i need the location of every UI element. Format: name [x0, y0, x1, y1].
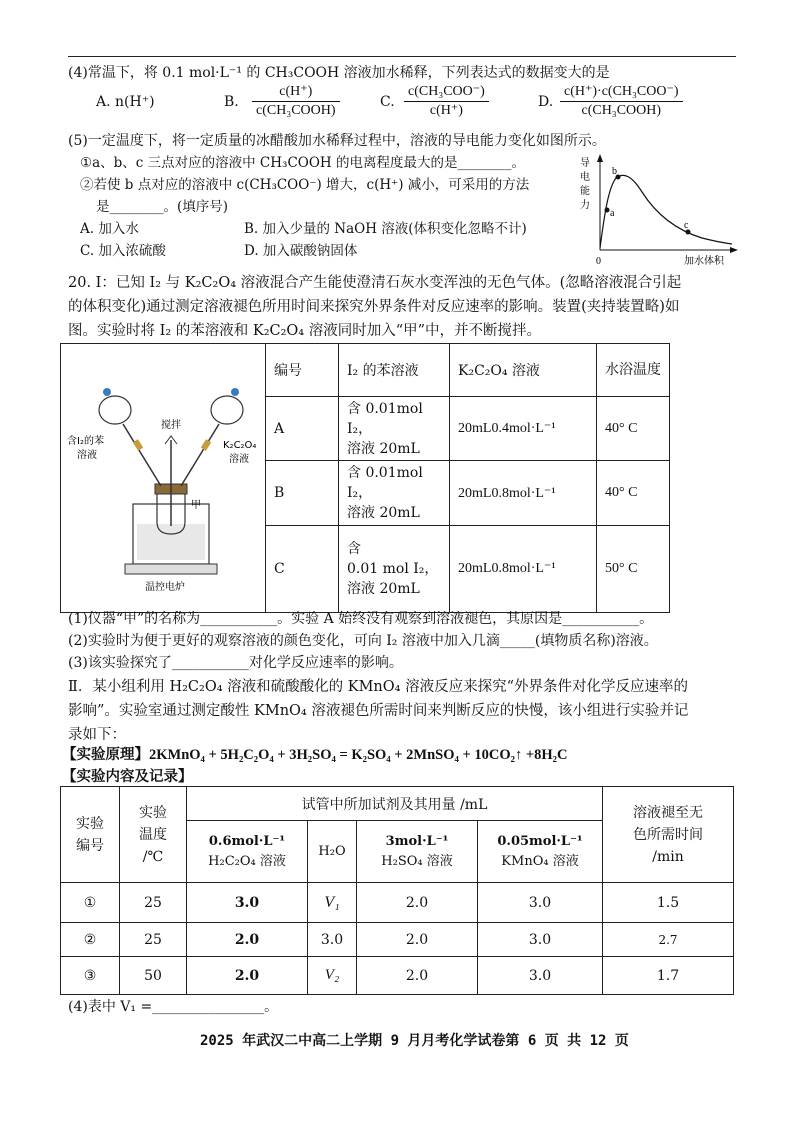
t2-row2-temp: 25 — [120, 923, 187, 957]
q4-d-denominator: c(CH₃COOH) — [581, 103, 662, 118]
q20-part2: (2)实验时为便于更好的观察溶液的颜色变化，可向 I₂ 溶液中加入几滴_____(填物质名称)溶液。 — [68, 633, 658, 649]
q4-stem: (4)常温下，将 0.1 mol·L⁻¹ 的 CH₃COOH 溶液加水稀释，下列表达式的数据变大的是 — [68, 65, 610, 81]
q4-option-b — [252, 83, 340, 120]
record-label: 【实验内容及记录】 — [62, 768, 193, 785]
t2-row1-h2o: V₁ — [308, 883, 357, 923]
t2-sub-h2c2o4 — [187, 821, 308, 883]
t1-row-c-i2 — [339, 525, 450, 612]
right-funnel-stopper — [231, 388, 239, 396]
experiment-table-2 — [60, 786, 734, 995]
right-funnel-stem — [181, 424, 219, 486]
left-label-2: 溶液 — [77, 450, 97, 461]
top-rule — [68, 56, 736, 57]
t1-row-a-i2 — [339, 396, 450, 460]
principle-label: 【实验原理】 — [62, 746, 149, 763]
table-row — [61, 923, 734, 957]
t2-row3-h2c2o4: 2.0 — [187, 957, 308, 995]
t2-header-time — [603, 787, 734, 883]
graph-y-arrow — [597, 154, 603, 162]
t2-header-id-line1: 实验 — [76, 815, 104, 832]
t1-header-i2: I₂ 的苯溶液 — [339, 344, 450, 397]
t2-header-temp-line2: 温度 — [139, 826, 167, 843]
t2-sub-h2c2o4-conc: 0.6mol·L⁻¹ — [208, 833, 286, 849]
q20-intro-line3: 图。实验时将 I₂ 的苯溶液和 K₂C₂O₄ 溶液同时加入“甲”中，并不断搅拌。 — [68, 323, 542, 339]
point-b-label: b — [612, 166, 617, 177]
t1-row-c-k2c2o4: 20mL0.8mol·L⁻¹ — [450, 525, 597, 612]
t1-row-a-i2-line1: 含 0.01mol I₂， — [347, 400, 423, 437]
q20-part4: (4)表中 V₁ =________________。 — [68, 999, 279, 1015]
table-row — [61, 957, 734, 995]
t2-sub-kmno4-conc: 0.05mol·L⁻¹ — [497, 833, 583, 849]
right-label-2: 溶液 — [229, 454, 249, 465]
q4-c-numerator: c(CH₃COO⁻) — [404, 83, 489, 102]
t2-row3-id: ③ — [61, 957, 120, 995]
t1-row-a-i2-line2: 溶液 20mL — [347, 440, 420, 457]
point-c-label: c — [684, 220, 689, 231]
q5-stem: (5)一定温度下，将一定质量的冰醋酸加水稀释过程中，溶液的导电能力变化如图所示。 — [68, 133, 606, 149]
t2-row2-id: ② — [61, 923, 120, 957]
graph-ylabel-1: 导 — [580, 158, 590, 169]
q4-option-b-label: B. — [224, 94, 239, 110]
left-funnel-stopper — [103, 388, 111, 396]
t2-row3-h2so4: 2.0 — [357, 957, 478, 995]
t2-header-temp-line1: 实验 — [139, 804, 167, 821]
q5-sub1: ①a、b、c 三点对应的溶液中 CH₃COOH 的电离程度最大的是________。 — [80, 155, 525, 171]
t1-row-a-id: A — [266, 396, 339, 460]
t1-row-b-temp: 40° C — [597, 461, 670, 525]
part2-intro-line2: 影响”。实验室通过测定酸性 KMnO₄ 溶液褪色所需时间来判断反应的快慢，该小组进行实验并记 — [68, 703, 689, 719]
stir-label: 搅拌 — [161, 420, 181, 431]
t2-sub-h2so4-conc: 3mol·L⁻¹ — [385, 833, 449, 849]
t2-sub-h2o: H₂O — [308, 821, 357, 883]
t1-row-b-k2c2o4: 20mL0.8mol·L⁻¹ — [450, 461, 597, 525]
left-stopcock — [133, 439, 143, 451]
t2-row3-kmno4: 3.0 — [478, 957, 603, 995]
t2-sub-h2c2o4-name: H₂C₂O₄ 溶液 — [208, 853, 286, 869]
graph-origin: 0 — [596, 256, 601, 267]
conductivity-graph — [572, 148, 742, 268]
t2-sub-kmno4-name: KMnO₄ 溶液 — [501, 853, 579, 869]
graph-ylabel-3: 能 — [580, 186, 590, 197]
t2-row1-h2so4: 2.0 — [357, 883, 478, 923]
q4-b-numerator: c(H⁺) — [252, 83, 340, 102]
t2-row2-h2c2o4: 2.0 — [187, 923, 308, 957]
t1-row-c-i2-line3: 溶液 20mL — [347, 580, 420, 597]
t1-header-temp: 水浴温度 — [597, 344, 670, 397]
t1-row-c-i2-line2: 0.01 mol I₂， — [347, 560, 439, 577]
left-label-1: 含I₂的苯 — [67, 436, 104, 447]
graph-ylabel-2: 电 — [580, 172, 590, 183]
t1-row-a-temp: 40° C — [597, 396, 670, 460]
t2-header-id-line2: 编号 — [76, 837, 104, 854]
t2-header-temp-line3: /℃ — [142, 848, 164, 865]
left-separatory-funnel — [99, 396, 131, 424]
t2-header-reagents: 试管中所加试剂及其用量 /mL — [187, 787, 603, 821]
t1-row-b-i2 — [339, 461, 450, 525]
t1-row-c-id: C — [266, 525, 339, 612]
t1-row-b-id: B — [266, 461, 339, 525]
t1-header-k2c2o4: K₂C₂O₄ 溶液 — [450, 344, 597, 397]
q4-d-numerator: c(H⁺)·c(CH₃COO⁻) — [560, 83, 683, 102]
point-a — [605, 208, 610, 213]
t2-row1-h2c2o4: 3.0 — [187, 883, 308, 923]
t1-row-c-temp: 50° C — [597, 525, 670, 612]
q5-option-b: B. 加入少量的 NaOH 溶液(体积变化忽略不计) — [244, 221, 527, 237]
q20-part1: (1)仪器“甲”的名称为___________。实验 A 始终没有观察到溶液褪色，其原因是___________。 — [68, 611, 654, 627]
q4-option-a: A. n(H⁺) — [96, 94, 155, 110]
part2-intro-line3: 录如下： — [68, 727, 126, 743]
t2-row1-time: 1.5 — [603, 883, 734, 923]
t2-row2-kmno4: 3.0 — [478, 923, 603, 957]
principle-line — [62, 744, 567, 766]
t1-row-a-k2c2o4: 20mL0.4mol·L⁻¹ — [450, 396, 597, 460]
t1-row-b-i2-line1: 含 0.01mol I₂， — [347, 465, 423, 502]
t2-row1-kmno4: 3.0 — [478, 883, 603, 923]
t2-header-temp — [120, 787, 187, 883]
q4-b-denominator: c(CH₃COOH) — [256, 103, 336, 118]
q4-option-c — [404, 83, 489, 120]
t2-row3-h2o: V₂ — [308, 957, 357, 995]
t2-row2-h2so4: 2.0 — [357, 923, 478, 957]
experiment-table-1 — [60, 343, 670, 613]
vessel-label: 甲 — [191, 500, 201, 511]
t2-row2-h2o: 3.0 — [308, 923, 357, 957]
apparatus-diagram — [61, 344, 265, 608]
q4-c-denominator: c(H⁺) — [429, 103, 463, 118]
q4-option-d-label: D. — [538, 94, 554, 110]
conductivity-curve — [600, 175, 732, 248]
right-label-1: K₂C₂O₄ — [223, 440, 257, 451]
t2-row2-time: 2.7 — [603, 923, 734, 957]
point-a-label: a — [610, 208, 615, 219]
q20-intro-line1: 20. Ⅰ：已知 I₂ 与 K₂C₂O₄ 溶液混合产生能使澄清石灰水变浑浊的无色气体。(忽略溶液混合引起 — [68, 275, 682, 291]
q4-option-c-label: C. — [380, 94, 395, 110]
q20-intro-line2: 的体积变化)通过测定溶液褪色所用时间来探究外界条件对反应速率的影响。装置(夹持装置略)如 — [68, 299, 680, 315]
q4-option-d — [560, 83, 683, 120]
t1-header-id: 编号 — [266, 344, 339, 397]
t1-row-c-i2-line1: 含 — [347, 540, 361, 557]
t2-row1-id: ① — [61, 883, 120, 923]
principle-equation: 2KMnO₄ + 5H₂C₂O₄ + 3H₂SO₄ = K₂SO₄ + 2MnSO₄ + 10CO₂↑ +8H₂C — [149, 747, 568, 763]
t2-sub-h2so4 — [357, 821, 478, 883]
q5-option-a: A. 加入水 — [80, 221, 139, 237]
t2-row1-temp: 25 — [120, 883, 187, 923]
graph-x-arrow — [730, 247, 738, 253]
right-separatory-funnel — [211, 396, 243, 424]
q20-part3: (3)该实验探究了___________对化学反应速率的影响。 — [68, 655, 403, 671]
t2-header-time-line2: 色所需时间 — [633, 826, 703, 843]
q5-sub2-line1: ②若使 b 点对应的溶液中 c(CH₃COO⁻) 增大，c(H⁺) 减小，可采用的方法 — [80, 177, 530, 193]
heater-label: 温控电炉 — [145, 582, 185, 593]
t2-row3-time: 1.7 — [603, 957, 734, 995]
t2-header-time-line3: /min — [652, 848, 684, 865]
page-footer: 2025 年武汉二中高二上学期 9 月月考化学试卷第 6 页 共 12 页 — [200, 1033, 629, 1049]
t2-row3-temp: 50 — [120, 957, 187, 995]
q5-option-d: D. 加入碳酸钠固体 — [244, 243, 358, 259]
q5-sub2-line2: 是________。(填序号) — [96, 199, 229, 215]
graph-ylabel-4: 力 — [580, 200, 590, 211]
apparatus-cell — [61, 344, 266, 613]
t2-sub-h2so4-name: H₂SO₄ 溶液 — [381, 853, 453, 869]
left-funnel-stem — [123, 424, 161, 486]
q5-option-c: C. 加入浓硫酸 — [80, 243, 166, 259]
table-row — [61, 883, 734, 923]
heater — [125, 564, 217, 574]
t2-header-id — [61, 787, 120, 883]
t2-sub-kmno4 — [478, 821, 603, 883]
part2-intro-line1: Ⅱ．某小组利用 H₂C₂O₄ 溶液和硫酸酸化的 KMnO₄ 溶液反应来探究“外界条件对化学反应速率的 — [68, 679, 688, 695]
water — [137, 524, 205, 560]
right-stopcock — [201, 439, 211, 451]
t2-header-time-line1: 溶液褪至无 — [633, 804, 703, 821]
t1-row-b-i2-line2: 溶液 20mL — [347, 505, 420, 522]
graph-xlabel: 加水体积 — [684, 256, 724, 267]
